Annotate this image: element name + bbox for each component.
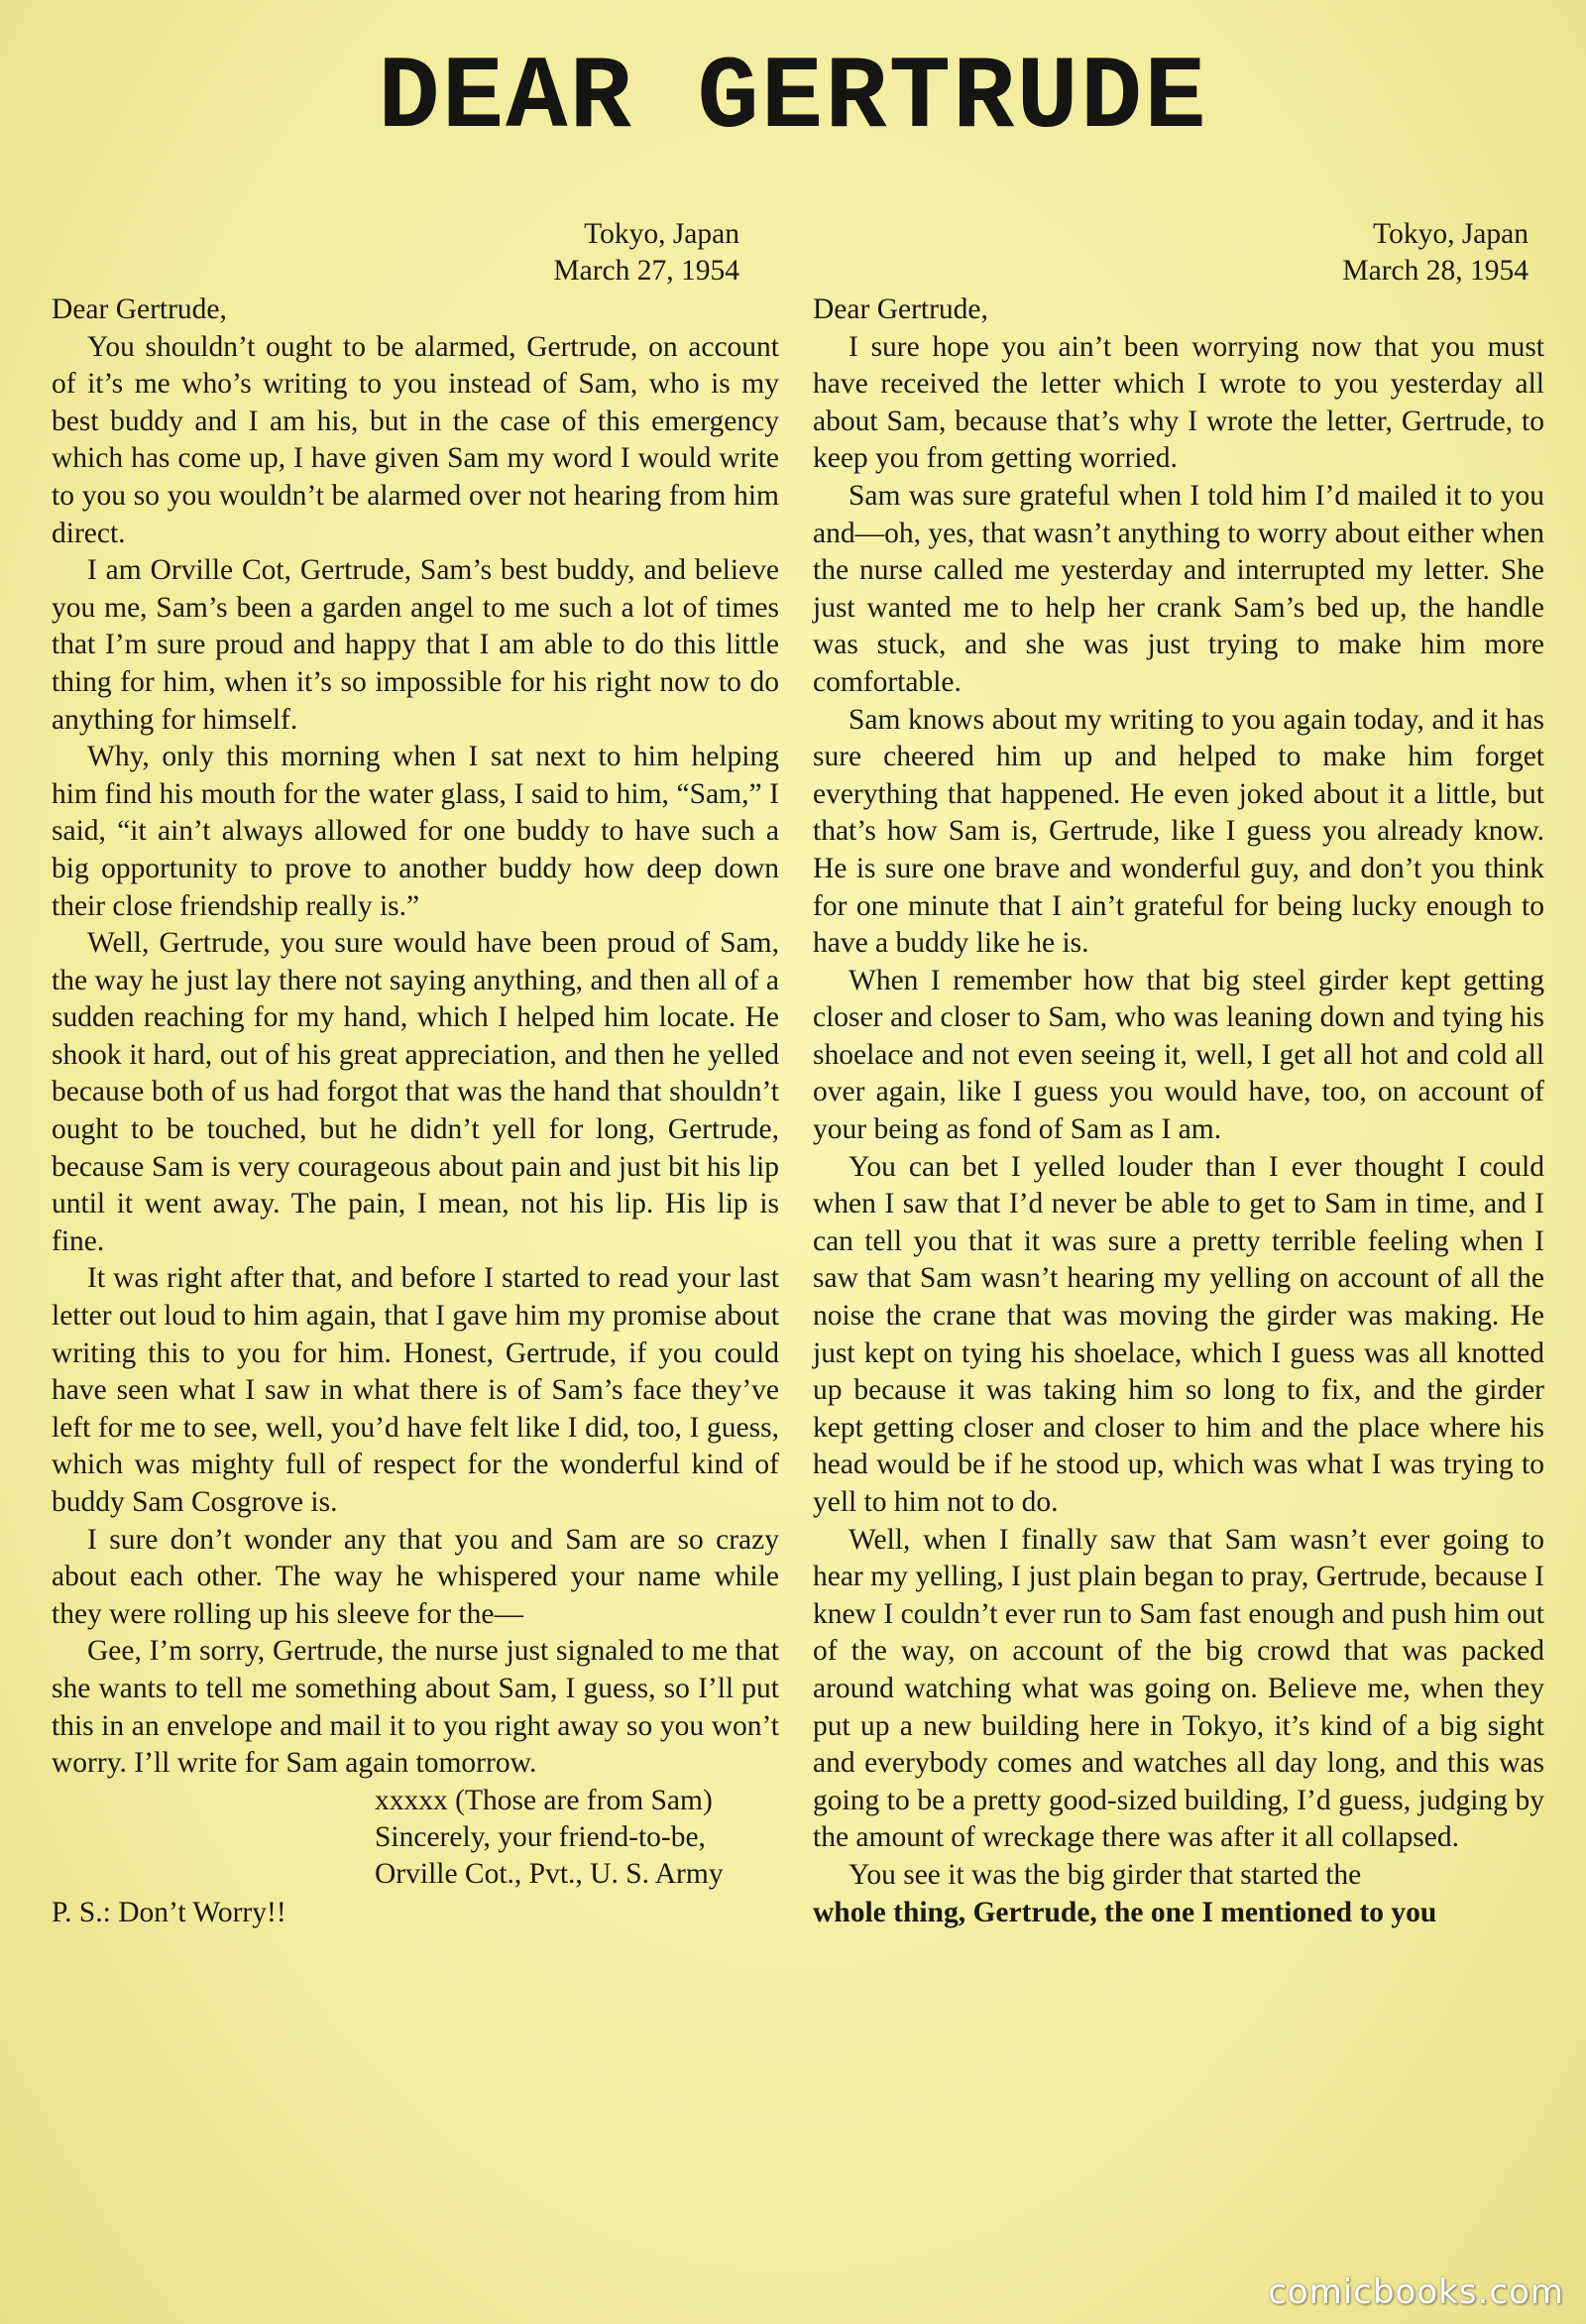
paragraph: I sure don’t wonder any that you and Sam are so crazy about each other. The way he whispered your name while they were rolling up his sleeve for the— xyxy=(52,1523,779,1630)
signoff xyxy=(52,1783,779,1893)
signoff-closing: Sincerely, your friend-to-be, xyxy=(375,1820,706,1853)
watermark: comicbooks.com xyxy=(1268,2272,1564,2312)
continued-text: You see it was the big girder that started the xyxy=(849,1858,1362,1891)
paragraph-continued xyxy=(813,1857,1544,1931)
letter-march-28 xyxy=(813,216,1544,1931)
paragraph: Gee, I’m sorry, Gertrude, the nurse just signaled to me that she wants to tell me something about Sam, I guess, so I’ll put this in an envelope and mail it to you right away so you won’t worry. I’ll write for Sam again tomorrow. xyxy=(52,1635,779,1780)
paragraph: Well, when I finally saw that Sam wasn’t ever going to hear my yelling, I just plain began to pray, Gertrude, because I knew I couldn’t ever run to Sam fast enough and push him out of the way, on account of the big crowd that was packed around watching what was going on. Believe me, when they put up a new building here in Tokyo, it’s kind of a big sight and everybody comes and watches all day long, and this was going to be a pretty good-sized building, I’d guess, judging by the amount of wreckage there was after it all collapsed. xyxy=(813,1523,1544,1854)
letter-march-27 xyxy=(52,216,779,1931)
dateline-date: March 27, 1954 xyxy=(553,255,739,287)
paragraph: It was right after that, and before I started to read your last letter out loud to him again, that I gave him my promise about writing this to you for him. Honest, Gertrude, if you could have seen what I saw in what there is of Sam’s face they’ve left for me to see, well, you’d have felt like I did, too, I guess, which was mighty full of respect for the wonderful kind of buddy Sam Cosgrove is. xyxy=(52,1262,779,1518)
dateline-date: March 28, 1954 xyxy=(1342,255,1529,287)
paragraph: I am Orville Cot, Gertrude, Sam’s best buddy, and believe you me, Sam’s been a garden angel to me such a lot of times that I’m sure proud and happy that I am able to do this little thing for him, when it’s so impossible for his right now to do anything for himself. xyxy=(52,554,779,736)
paragraph: I sure hope you ain’t been worrying now that you must have received the letter which I wrote to you yesterday all about Sam, because that’s why I wrote the letter, Gertrude, to keep you from getting worried. xyxy=(813,330,1544,475)
postscript: P. S.: Don’t Worry!! xyxy=(52,1896,286,1928)
dateline-city: Tokyo, Japan xyxy=(584,218,739,250)
continued-last-line: whole thing, Gertrude, the one I mentioned to you xyxy=(813,1896,1437,1928)
page-title: DEAR GERTRUDE xyxy=(378,41,1208,158)
paragraph: You shouldn’t ought to be alarmed, Gertrude, on account of it’s me who’s writing to you instead of Sam, who is my best buddy and I am his, but in the case of this emergency which has come up, I have given Sam my word I would write to you so you wouldn’t be alarmed over not hearing from him direct. xyxy=(52,330,779,549)
dateline-city: Tokyo, Japan xyxy=(1373,218,1529,250)
salutation: Dear Gertrude, xyxy=(52,293,227,325)
paragraph: You can bet I yelled louder than I ever thought I could when I saw that I’d never be able to get to Sam in time, and I can tell you that it was sure a pretty terrible feeling when I saw that Sam wasn’t hearing my yelling on account of all the noise the crane that was moving the girder was making. He just kept on tying his shoelace, which I guess was all knotted up because it was taking him so long to fix, and the girder kept getting closer and closer to him and the place where his head would be if he stood up, which was what I was trying to yell to him not to do. xyxy=(813,1150,1544,1518)
paragraph: Sam was sure grateful when I told him I’d mailed it to you and—oh, yes, that wasn’t anything to worry about either when the nurse called me yesterday and interrupted my letter. She just wanted me to help her crank Sam’s bed up, the handle was stuck, and she was just trying to make him more comfortable. xyxy=(813,479,1544,698)
salutation: Dear Gertrude, xyxy=(813,293,988,325)
signoff-kisses: xxxxx (Those are from Sam) xyxy=(375,1784,713,1816)
paragraph: Well, Gertrude, you sure would have been proud of Sam, the way he just lay there not saying anything, and then all of a sudden reaching for my hand, which I helped him locate. He shook it hard, out of his great appreciation, and then he yelled because both of us had forgot that was the hand that shouldn’t ought to be touched, but he didn’t yell for long, Gertrude, because Sam is very courageous about pain and just bit his lip until it went away. The pain, I mean, not his lip. His lip is fine. xyxy=(52,927,779,1257)
dateline xyxy=(813,216,1544,290)
dateline xyxy=(52,216,779,290)
paragraph: When I remember how that big steel girder kept getting closer and closer to Sam, who was leaning down and tying his shoelace and not even seeing it, well, I get all hot and cold all over again, like I guess you would have, too, on account of your being as fond of Sam as I am. xyxy=(813,964,1544,1146)
paragraph: Sam knows about my writing to you again today, and it has sure cheered him up and helped to make him forget everything that happened. He even joked about it a little, but that’s how Sam is, Gertrude, like I guess you already know. He is sure one brave and wonderful guy, and don’t you think for one minute that I ain’t grateful for being lucky enough to have a buddy like he is. xyxy=(813,703,1544,960)
signoff-signature: Orville Cot., Pvt., U. S. Army xyxy=(375,1857,724,1890)
paragraph: Why, only this morning when I sat next to him helping him find his mouth for the water glass, I said to him, “Sam,” I said, “it ain’t always allowed for one buddy to have such a big opportunity to prove to another buddy how deep down their close friendship really is.” xyxy=(52,741,779,922)
